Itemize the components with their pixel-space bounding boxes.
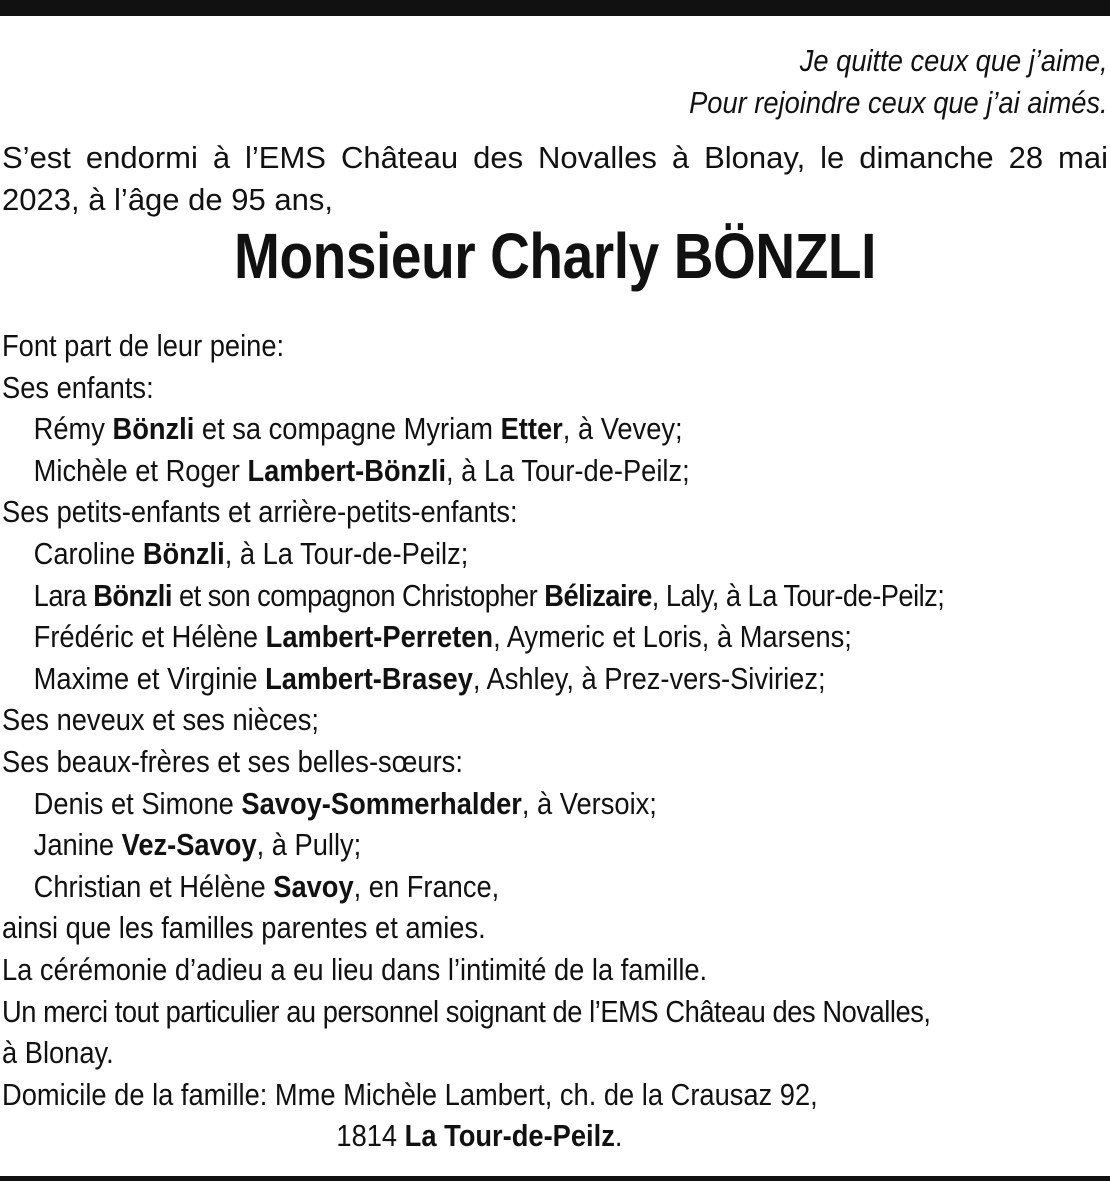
surname: Lambert-Brasey [265,660,473,696]
intro-paragraph: S’est endormi à l’EMS Château des Novalles à Blonay, le dimanche 28 mai 2023, à l’âge de 95 ans, [2,140,1108,217]
text: Christian et Hélène [33,868,274,904]
child-entry [2,408,1058,450]
domicile-line: Domicile de la famille: Mme Michèle Lambert, ch. de la Crausaz 92, [2,1076,818,1112]
top-rule [0,0,1110,16]
text: Maxime et Virginie [33,660,266,696]
thanks-line-1: Un merci tout particulier au personnel soignant de l’EMS Château des Novalles, [2,993,931,1029]
ceremony-line: La cérémonie d’adieu a eu lieu dans l’intimité de la famille. [2,951,708,987]
text: , Laly, à La Tour-de-Peilz; [651,577,945,613]
deceased-name: Monsieur Charly BÖNZLI [234,220,876,292]
surname: Bönzli [142,535,225,571]
text: , à Pully; [256,827,362,863]
quote-line-2: Pour rejoindre ceux que j’ai aimés. [689,85,1108,120]
children-label: Ses enfants: [2,369,154,405]
text: et son compagnon Christopher [171,577,545,613]
town: La Tour-de-Peilz [404,1118,615,1154]
text: Frédéric et Hélène [33,619,266,655]
text: . [614,1118,623,1154]
text: , à La Tour-de-Peilz; [224,535,469,571]
text: Rémy [33,411,113,447]
bottom-rule [0,1176,1110,1181]
grandchild-entry [2,533,1058,575]
grandchild-entry [2,575,1058,617]
surname: Lambert-Bönzli [247,452,447,488]
surname: Savoy [273,868,354,904]
text: , à La Tour-de-Peilz; [446,452,690,488]
surname: Etter [500,411,563,447]
text: , à Vevey; [562,411,683,447]
text: Caroline [33,535,143,571]
text: , Aymeric et Loris, à Marsens; [493,619,852,655]
text: Michèle et Roger [33,452,248,488]
text: Janine [33,827,122,863]
surname: Bönzli [93,577,172,613]
quote-line-1: Je quitte ceux que j’aime, [800,43,1108,78]
address-line [2,1115,1058,1157]
child-entry [2,450,1058,492]
text: Lara [33,577,94,613]
epigraph-quote [689,40,1108,124]
in-law-entry [2,783,1058,825]
in-law-entry [2,824,1058,866]
font-part-line: Font part de leur peine: [2,328,285,363]
text: 1814 [336,1118,405,1154]
surname: Bélizaire [544,577,652,613]
text: , à Versoix; [521,785,657,821]
families-line: ainsi que les familles parentes et amies. [2,910,486,946]
nephews-line: Ses neveux et ses nièces; [2,702,319,738]
announcement-body [2,325,1058,1157]
surname: Vez-Savoy [121,827,257,863]
grandchild-entry [2,658,1058,700]
text: , en France, [353,868,500,904]
in-laws-label: Ses beaux-frères et ses belles-sœurs: [2,743,463,779]
text: et sa compagne Myriam [194,411,501,447]
text: , Ashley, à Prez-vers-Siviriez; [472,660,826,696]
surname: Savoy-Sommerhalder [241,785,522,821]
thanks-line-2: à Blonay. [2,1035,114,1071]
surname: Bönzli [112,411,195,447]
grandchildren-label: Ses petits-enfants et arrière-petits-enfants: [2,494,518,530]
surname: Lambert-Perreten [265,619,494,655]
grandchild-entry [2,616,1058,658]
text: Denis et Simone [33,785,242,821]
in-law-entry [2,866,1058,908]
